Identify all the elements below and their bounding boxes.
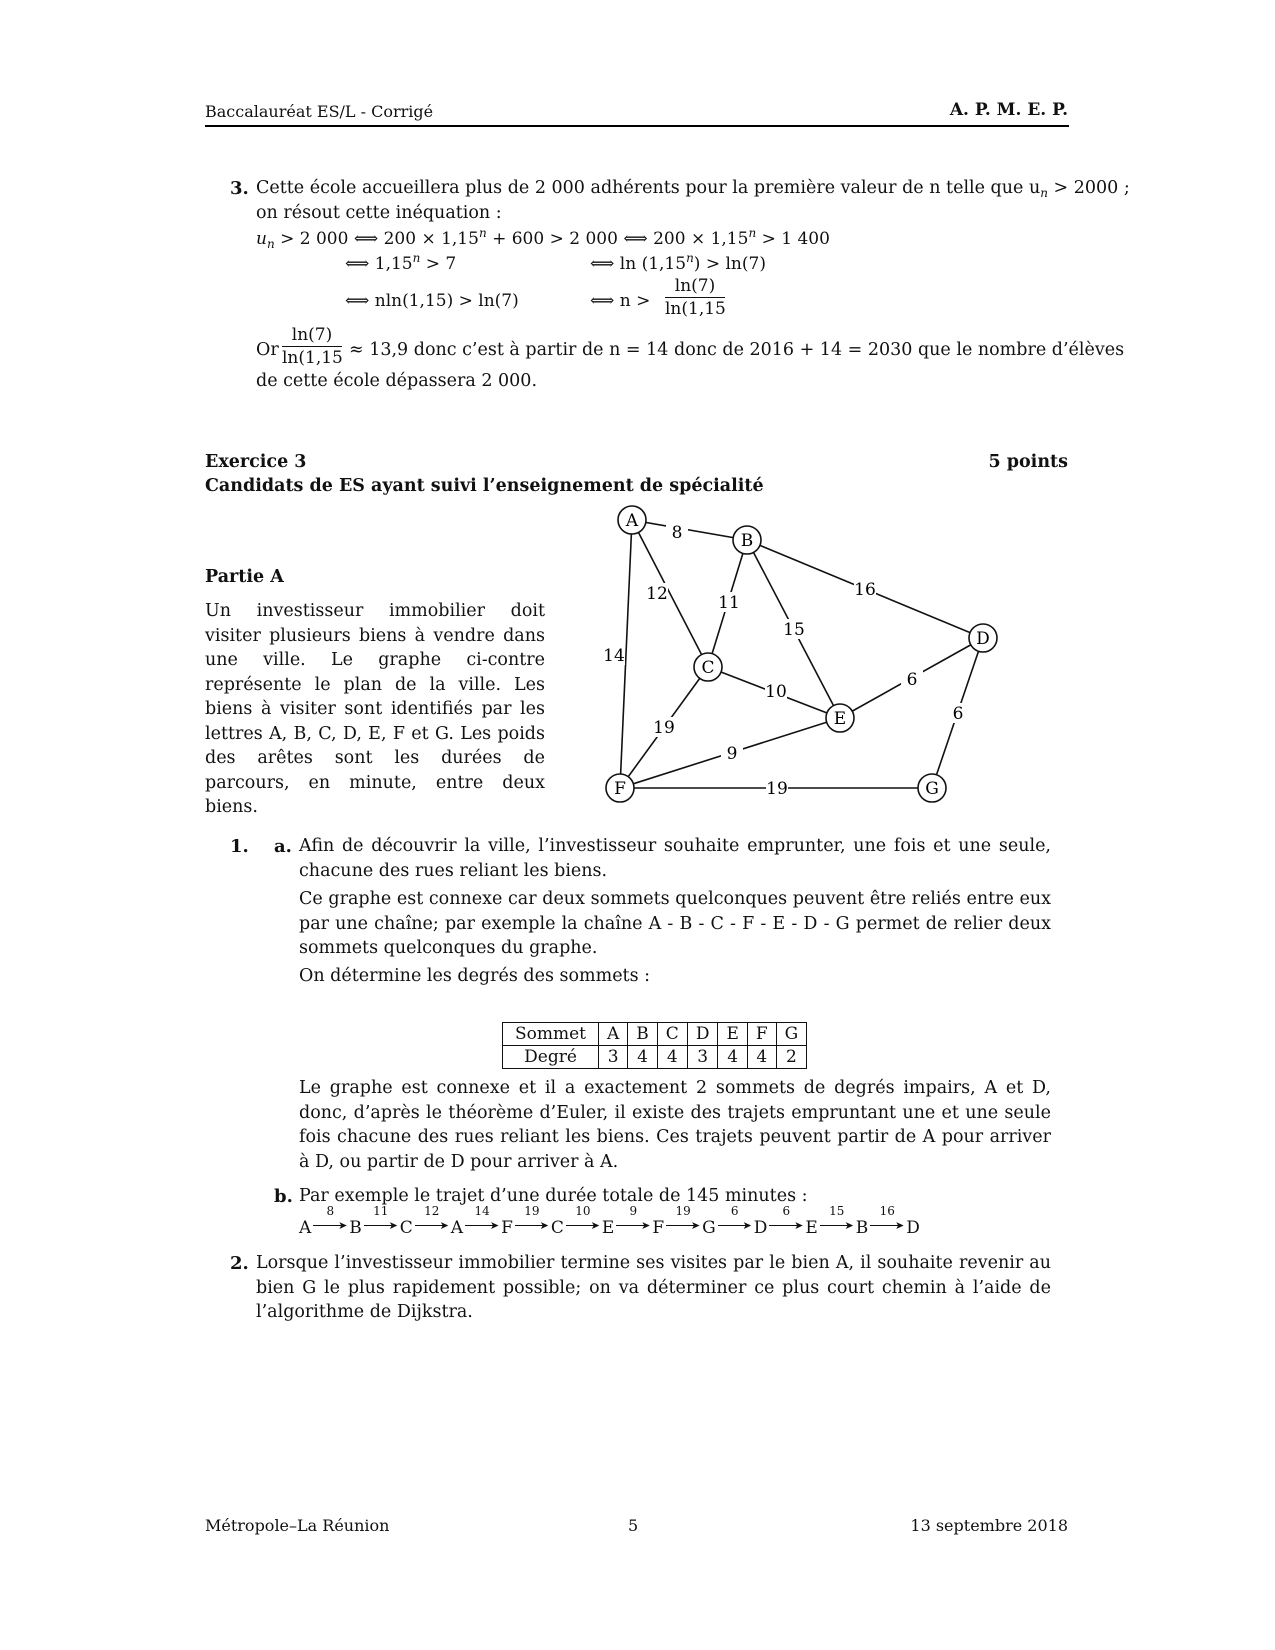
q1a-text: Afin de découvrir la ville, l’investisseur souhaite emprunter, une fois et une seule, chacune des rues reliant les biens. xyxy=(299,836,1051,881)
table-cell: E xyxy=(718,1023,747,1046)
arrow-head-icon: ➤ xyxy=(590,1219,600,1232)
arrow-head-icon: ➤ xyxy=(338,1219,348,1232)
arrow-head-icon: ➤ xyxy=(641,1219,651,1232)
exercise-points: 5 points xyxy=(988,452,1068,472)
path-arrow xyxy=(820,1204,854,1233)
path-arrow xyxy=(364,1204,398,1233)
city-graph xyxy=(600,500,1060,820)
q1b-text: Par exemple le trajet d’une durée totale de 145 minutes : xyxy=(299,1186,808,1206)
table-cell: A xyxy=(599,1023,628,1046)
arrow-head-icon: ➤ xyxy=(844,1219,854,1232)
q3-number: 3. xyxy=(230,178,249,199)
graph-node-label-F: F xyxy=(614,779,626,799)
table-cell: 2 xyxy=(776,1046,807,1069)
q3-eq-row2a: ⟺ 1,15$^n$ > 7 xyxy=(345,251,457,274)
q3-or-label: Or xyxy=(256,340,279,360)
path-arrow xyxy=(566,1204,600,1233)
table-cell: G xyxy=(776,1023,807,1046)
edge-weight-C-E: 10 xyxy=(765,682,787,702)
table-header-degre: Degré xyxy=(503,1046,599,1069)
q3-or-text2: de cette école dépassera 2 000. xyxy=(256,371,538,391)
path-node: B xyxy=(349,1218,362,1238)
graph-node-label-C: C xyxy=(701,658,715,678)
arrow-head-icon: ➤ xyxy=(895,1219,905,1232)
degree-table-row-degrees xyxy=(503,1046,807,1069)
q1a-label: a. xyxy=(274,836,292,857)
graph-node-label-E: E xyxy=(833,709,847,729)
header-rule xyxy=(205,125,1069,127)
part-intro: Un investisseur immobilier doit visiter plusieurs biens à vendre dans une ville. Le graphe ci-contre représente le plan de la ville. Les biens à visiter sont identifiés par les lettres A, B, C, D, E, F et G. Les poids des arêtes sont les durées de parcours, en minute, entre deux biens. xyxy=(205,601,545,817)
path-arrow-weight: 6 xyxy=(782,1204,791,1218)
edge-weight-A-C: 12 xyxy=(646,584,668,604)
q3-eq-row2b: ⟺ $\ln (1,15^n) > \ln(7)$ xyxy=(590,251,766,274)
q3-fraction-2: ln(7) ln(1,15 xyxy=(282,325,343,369)
path-arrow-weight: 15 xyxy=(829,1204,845,1218)
header-right: A. P. M. E. P. xyxy=(949,100,1068,120)
table-cell: 3 xyxy=(599,1046,628,1069)
edge-weight-B-D: 16 xyxy=(854,580,876,600)
q3-fraction-1: ln(7) ln(1,15 xyxy=(665,276,726,320)
arrow-head-icon: ➤ xyxy=(794,1219,804,1232)
arrow-head-icon: ➤ xyxy=(388,1219,398,1232)
q3-line2: on résout cette inéquation : xyxy=(256,203,502,223)
q2-number: 2. xyxy=(230,1253,249,1274)
path-node: E xyxy=(601,1218,615,1238)
path-node: B xyxy=(855,1218,869,1238)
path-node: F xyxy=(501,1218,513,1238)
path-arrow xyxy=(465,1204,500,1233)
path-node: F xyxy=(652,1218,665,1238)
table-cell: C xyxy=(657,1023,687,1046)
table-cell: D xyxy=(687,1023,718,1046)
path-node: D xyxy=(906,1218,920,1238)
table-cell: B xyxy=(628,1023,658,1046)
graph-node-label-B: B xyxy=(740,531,754,551)
q1a-connexe: Ce graphe est connexe car deux sommets quelconques peuvent être reliés entre eux par une chaîne; par exemple la chaîne A - B - C - F - E - D - G permet de relier deux sommets quelconques du graphe. xyxy=(299,889,1051,958)
path-arrow xyxy=(515,1204,549,1233)
footer-right: 13 septembre 2018 xyxy=(910,1516,1068,1535)
graph-edge-A-B xyxy=(632,520,747,540)
path-arrow-weight: 11 xyxy=(373,1204,389,1218)
path-node: A xyxy=(299,1218,312,1238)
q3-eq-row1: $u_n > 2$ 000 ⟺ $200 \times 1,15^n + 600 > 2$ 000 ⟺ $200 \times 1,15^n > 1$ 400 xyxy=(256,226,830,251)
path-arrow xyxy=(666,1204,701,1233)
exercise-subtitle: Candidats de ES ayant suivi l’enseignement de spécialité xyxy=(205,476,764,496)
arrow-head-icon: ➤ xyxy=(742,1219,752,1232)
path-node: G xyxy=(702,1218,716,1238)
q3-eq-row3a: ⟺ nln(1,15) > ln(7) xyxy=(345,291,519,311)
edge-weight-E-F: 9 xyxy=(726,744,738,764)
q3-or-text: ≈ 13,9 donc c’est à partir de n = 14 donc de 2016 + 14 = 2030 que le nombre d’élèves xyxy=(349,340,1125,360)
q1b-label: b. xyxy=(274,1186,293,1207)
path-arrow-weight: 12 xyxy=(424,1204,440,1218)
q1a-degrees-intro: On détermine les degrés des sommets : xyxy=(299,966,651,986)
part-title: Partie A xyxy=(205,567,284,587)
path-arrow-weight: 9 xyxy=(629,1204,638,1218)
edge-weight-D-E: 6 xyxy=(906,670,918,690)
path-node: C xyxy=(550,1218,564,1238)
graph-node-label-A: A xyxy=(625,511,639,531)
euler-path xyxy=(299,1204,920,1238)
path-arrow xyxy=(769,1204,804,1233)
footer-left: Métropole–La Réunion xyxy=(205,1516,390,1535)
edge-weight-B-C: 11 xyxy=(718,593,740,613)
q1a-euler: Le graphe est connexe et il a exactement 2 sommets de degrés impairs, A et D, donc, d’après le théorème d’Euler, il existe des trajets empruntant une et une seule fois chacune des rues reliant les biens. Ces trajets peuvent partir de A pour arriver à D, ou partir de D pour arriver à A. xyxy=(299,1078,1051,1172)
exercise-title: Exercice 3 xyxy=(205,452,307,472)
path-arrow-weight: 19 xyxy=(675,1204,691,1218)
edge-weight-A-F: 14 xyxy=(603,646,625,666)
path-arrow-weight: 10 xyxy=(575,1204,591,1218)
arrow-head-icon: ➤ xyxy=(439,1219,449,1232)
arrow-head-icon: ➤ xyxy=(690,1219,701,1232)
path-node: E xyxy=(805,1218,818,1238)
table-header-sommet: Sommet xyxy=(503,1023,599,1046)
path-arrow xyxy=(313,1204,348,1233)
path-node: C xyxy=(399,1218,413,1238)
path-arrow xyxy=(870,1204,905,1233)
edge-weight-F-G: 19 xyxy=(766,779,788,799)
path-arrow-weight: 8 xyxy=(326,1204,335,1218)
graph-edge-A-C xyxy=(632,520,708,667)
path-arrow-weight: 6 xyxy=(730,1204,739,1218)
degree-table xyxy=(502,1022,807,1069)
table-cell: 4 xyxy=(718,1046,747,1069)
q3-eq-row3b: ⟺ n > xyxy=(590,291,651,311)
q3-line1: Cette école accueillera plus de 2 000 adhérents pour la première valeur de n telle que $u_n > 2000$ ; xyxy=(256,178,1130,200)
path-node: A xyxy=(450,1218,464,1238)
path-node: D xyxy=(753,1218,768,1238)
edge-weight-B-E: 15 xyxy=(783,620,805,640)
path-arrow-weight: 16 xyxy=(879,1204,895,1218)
table-cell: F xyxy=(747,1023,776,1046)
arrow-head-icon: ➤ xyxy=(489,1219,500,1232)
degree-table-row-vertices xyxy=(503,1023,807,1046)
path-arrow xyxy=(616,1204,651,1233)
table-cell: 4 xyxy=(747,1046,776,1069)
graph-node-label-D: D xyxy=(976,629,990,649)
edge-weight-C-F: 19 xyxy=(653,718,675,738)
path-arrow-weight: 14 xyxy=(474,1204,490,1218)
graph-node-label-G: G xyxy=(925,779,939,799)
header-left: Baccalauréat ES/L - Corrigé xyxy=(205,102,434,121)
path-arrow-weight: 19 xyxy=(524,1204,540,1218)
q1-number: 1. xyxy=(230,836,249,857)
table-cell: 4 xyxy=(628,1046,658,1069)
edge-weight-D-G: 6 xyxy=(952,704,964,724)
table-cell: 3 xyxy=(687,1046,718,1069)
path-arrow xyxy=(718,1204,752,1233)
path-arrow xyxy=(415,1204,449,1233)
edge-weight-A-B: 8 xyxy=(671,523,683,543)
footer-page-number: 5 xyxy=(628,1516,639,1535)
arrow-head-icon: ➤ xyxy=(539,1219,549,1232)
table-cell: 4 xyxy=(657,1046,687,1069)
q2-text: Lorsque l’investisseur immobilier termine ses visites par le bien A, il souhaite revenir au bien G le plus rapidement possible; on va déterminer ce plus court chemin à l’aide de l’algorithme de Dijkstra. xyxy=(256,1253,1051,1322)
